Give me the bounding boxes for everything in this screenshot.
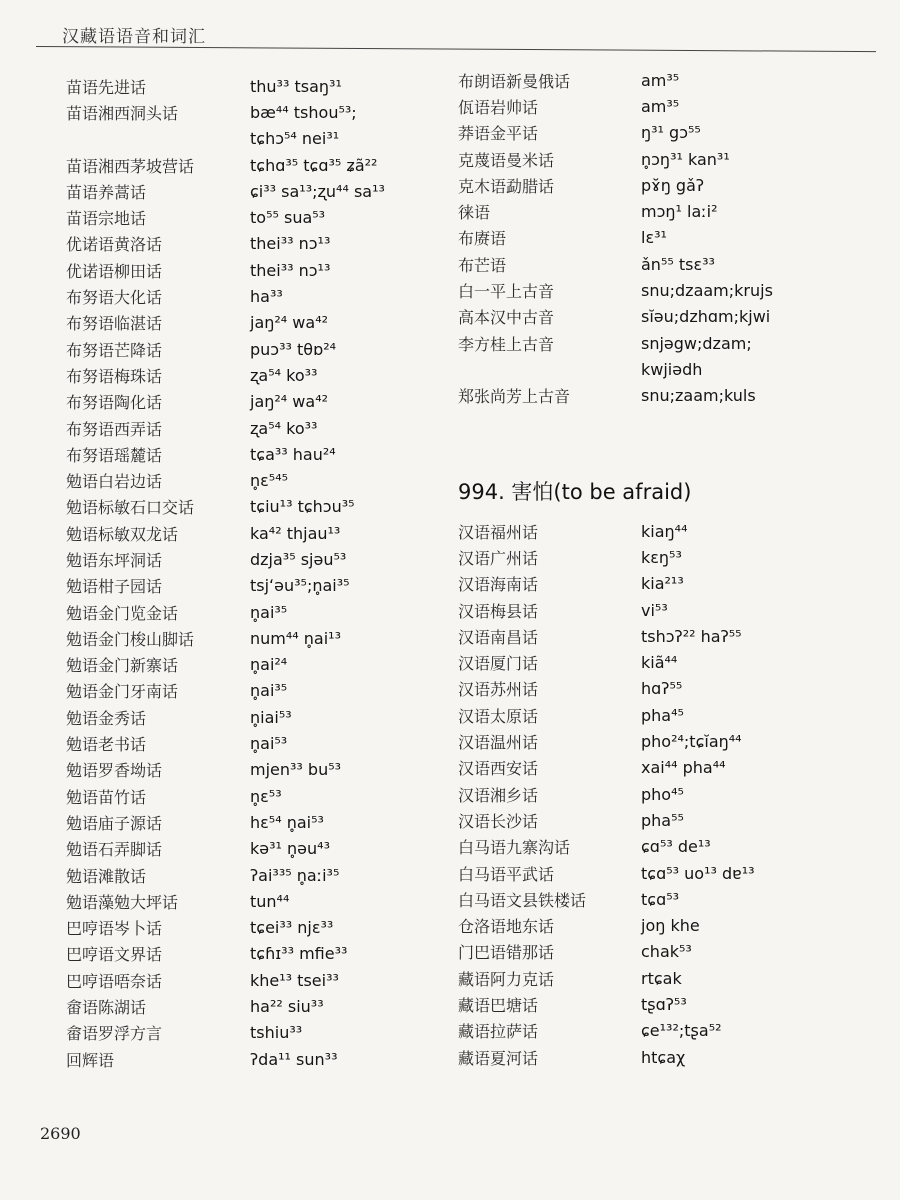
language-name: 汉语海南话	[458, 575, 539, 595]
phonetic-form: vi⁵³	[641, 600, 668, 620]
section-heading: 994. 害怕(to be afraid)	[458, 480, 692, 504]
language-name: 勉语标敏石口交话	[66, 498, 195, 518]
entry-row	[458, 277, 878, 303]
phonetic-form: n̥ai⁵³	[250, 734, 288, 754]
phonetic-form: tɕɑ⁵³ uo¹³ dɐ¹³	[641, 863, 755, 883]
language-name: 优诺语柳田话	[66, 261, 163, 281]
phonetic-form: ɕe¹³²;tʂa⁵²	[641, 1021, 722, 1041]
language-name: 勉语藻勉大坪话	[66, 892, 179, 912]
language-name: 汉语西安话	[458, 759, 539, 779]
phonetic-form: tsjʻəu³⁵;n̥ai³⁵	[250, 576, 350, 596]
language-name: 勉语石弄脚话	[66, 840, 163, 860]
phonetic-form: pho²⁴;tɕĭaŋ⁴⁴	[641, 732, 742, 752]
entry-row	[458, 304, 878, 330]
entry-row	[66, 126, 446, 152]
language-name: 勉语金门梭山脚话	[66, 629, 195, 649]
language-name: 藏语夏河话	[458, 1048, 539, 1068]
entry-row	[458, 330, 878, 356]
entry-row	[66, 152, 446, 178]
language-name: 布努语临湛话	[66, 314, 163, 334]
running-header: 汉藏语语音和词汇	[62, 27, 206, 47]
entry-row	[458, 356, 878, 382]
phonetic-form: sĭəu;dzhɑm;kjwi	[641, 307, 771, 327]
phonetic-form: kia²¹³	[641, 574, 684, 594]
entry-row	[66, 652, 446, 678]
entry-row	[66, 573, 446, 599]
entry-row	[66, 704, 446, 730]
language-name: 克木语勐腊话	[458, 176, 555, 196]
language-name: 藏语巴塘话	[458, 995, 539, 1015]
phonetic-form: tɕɦɪ³³ mfie³³	[250, 944, 348, 964]
language-name: 高本汉中古音	[458, 308, 555, 328]
phonetic-form: tun⁴⁴	[250, 891, 290, 911]
phonetic-form: tɕei³³ njɛ³³	[250, 918, 334, 938]
phonetic-form: puɔ³³ tθɒ²⁴	[250, 339, 337, 359]
entry-row	[458, 146, 878, 172]
entry-row	[458, 807, 878, 833]
language-name: 汉语温州话	[458, 733, 539, 753]
language-name: 布努语陶化话	[66, 393, 163, 413]
entry-row	[458, 597, 878, 623]
phonetic-form: snjəgw;dzam;	[641, 333, 752, 353]
language-name: 白一平上古音	[458, 282, 555, 302]
phonetic-form: tshɔʔ²² haʔ⁵⁵	[641, 626, 742, 646]
entry-row	[66, 625, 446, 651]
phonetic-form: kiaŋ⁴⁴	[641, 521, 688, 541]
language-name: 勉语东坪洞话	[66, 550, 163, 570]
entry-row	[66, 836, 446, 862]
language-name: 汉语厦门话	[458, 654, 539, 674]
phonetic-form: xai⁴⁴ pha⁴⁴	[641, 758, 726, 778]
language-name: 苗语湘西茅坡营话	[66, 156, 195, 176]
entry-row	[66, 993, 446, 1019]
language-name: 苗语养蒿话	[66, 182, 147, 202]
phonetic-form: tɕiu¹³ tɕhɔu³⁵	[250, 497, 355, 517]
entry-row	[66, 678, 446, 704]
language-name: 巴哼语文界话	[66, 945, 163, 965]
entry-row	[458, 728, 878, 754]
language-name: 勉语白岩边话	[66, 472, 163, 492]
phonetic-form: ha²² siu³³	[250, 997, 324, 1017]
language-name: 汉语梅县话	[458, 601, 539, 621]
entry-row	[66, 73, 446, 99]
language-name: 汉语苏州话	[458, 680, 539, 700]
phonetic-form: tɕɑ⁵³	[641, 889, 680, 909]
phonetic-form: mɔŋ¹ laːi²	[641, 202, 718, 222]
phonetic-form: n̥ɔŋ³¹ kan³¹	[641, 149, 730, 169]
language-name: 白马语九寨沟话	[458, 838, 571, 858]
phonetic-form: tɕhɑ³⁵ tɕɑ³⁵ ʑã²²	[250, 155, 378, 175]
entry-row	[458, 860, 878, 886]
phonetic-form: to⁵⁵ sua⁵³	[250, 208, 326, 228]
entry-row	[458, 518, 878, 544]
phonetic-form: thu³³ tsaŋ³¹	[250, 76, 342, 96]
entry-row	[66, 336, 446, 362]
phonetic-form: tɕhɔ⁵⁴ nei³¹	[250, 129, 340, 149]
language-name: 畲语陈湖话	[66, 998, 147, 1018]
phonetic-form: ʔai³³⁵ n̥aːi³⁵	[250, 865, 340, 885]
language-name: 布努语瑶麓话	[66, 445, 163, 465]
entry-row	[458, 781, 878, 807]
language-name: 汉语福州话	[458, 522, 539, 542]
phonetic-form: ka⁴² thjau¹³	[250, 523, 341, 543]
phonetic-form: pɤ̆ŋ gǎʔ	[641, 175, 705, 195]
phonetic-form: hɛ⁵⁴ n̥ai⁵³	[250, 812, 324, 832]
entry-row	[66, 941, 446, 967]
phonetic-form: hɑʔ⁵⁵	[641, 679, 683, 699]
phonetic-form: ha³³	[250, 287, 283, 307]
phonetic-form: ɕi³³ sa¹³;ʐu⁴⁴ sa¹³	[250, 181, 385, 201]
phonetic-form: ǎn⁵⁵ tsɛ³³	[641, 254, 715, 274]
phonetic-form: snu;dzaam;krujs	[641, 281, 773, 301]
phonetic-form: jaŋ²⁴ wa⁴²	[250, 313, 329, 333]
language-name: 优诺语黄洛话	[66, 235, 163, 255]
language-name: 佤语岩帅话	[458, 97, 539, 117]
entry-row	[458, 1018, 878, 1044]
entry-row	[458, 676, 878, 702]
phonetic-form: ɕɑ⁵³ de¹³	[641, 837, 711, 857]
phonetic-form: jaŋ²⁴ wa⁴²	[250, 392, 329, 412]
phonetic-form: lɛ³¹	[641, 228, 667, 248]
entry-row	[66, 204, 446, 230]
phonetic-form: bæ⁴⁴ tshou⁵³;	[250, 102, 357, 122]
phonetic-form: tshiu³³	[250, 1023, 303, 1043]
entry-row	[66, 257, 446, 283]
phonetic-form: n̥ɛ⁵⁴⁵	[250, 471, 289, 491]
entry-row	[458, 702, 878, 728]
phonetic-form: kwjiədh	[641, 359, 703, 379]
entry-row	[66, 599, 446, 625]
language-name: 布努语芒降话	[66, 340, 163, 360]
phonetic-form: ŋ³¹ gɔ⁵⁵	[641, 123, 701, 143]
phonetic-form: snu;zaam;kuls	[641, 386, 756, 406]
language-name: 勉语标敏双龙话	[66, 524, 179, 544]
entry-row	[66, 283, 446, 309]
language-name: 李方桂上古音	[458, 334, 555, 354]
entry-row	[66, 231, 446, 257]
language-name: 回辉语	[66, 1050, 115, 1070]
phonetic-form: tɕa³³ hau²⁴	[250, 444, 336, 464]
entry-row	[458, 67, 878, 93]
entry-row	[458, 93, 878, 119]
language-name: 布朗语新曼俄话	[458, 71, 571, 91]
entry-row	[66, 967, 446, 993]
language-name: 苗语先进话	[66, 77, 147, 97]
entry-row	[66, 1020, 446, 1046]
phonetic-form: n̥ai³⁵	[250, 681, 288, 701]
language-name: 畲语罗浮方言	[66, 1024, 163, 1044]
entry-row	[458, 755, 878, 781]
phonetic-form: am³⁵	[641, 96, 680, 116]
entry-row	[458, 225, 878, 251]
entry-row	[458, 172, 878, 198]
language-name: 汉语长沙话	[458, 811, 539, 831]
phonetic-form: pho⁴⁵	[641, 784, 684, 804]
language-name: 勉语柑子园话	[66, 577, 163, 597]
language-name: 勉语苗竹话	[66, 787, 147, 807]
language-name: 汉语广州话	[458, 548, 539, 568]
entry-row	[458, 965, 878, 991]
entry-row	[66, 310, 446, 336]
entry-row	[458, 544, 878, 570]
entry-row	[458, 198, 878, 224]
language-name: 徕语	[458, 203, 491, 223]
language-name: 勉语滩散话	[66, 866, 147, 886]
entry-row	[66, 362, 446, 388]
language-name: 勉语庙子源话	[66, 813, 163, 833]
language-name: 苗语湘西洞头话	[66, 103, 179, 123]
phonetic-form: pha⁵⁵	[641, 810, 684, 830]
entry-row	[66, 915, 446, 941]
entry-row	[458, 1044, 878, 1070]
phonetic-form: ʔda¹¹ sun³³	[250, 1049, 338, 1069]
language-name: 巴哼语唔奈话	[66, 971, 163, 991]
entry-row	[66, 178, 446, 204]
phonetic-form: num⁴⁴ n̥ai¹³	[250, 628, 341, 648]
entry-row	[66, 888, 446, 914]
entry-row	[458, 649, 878, 675]
entry-row	[458, 834, 878, 860]
language-name: 汉语南昌话	[458, 627, 539, 647]
language-name: 布努语西弄话	[66, 419, 163, 439]
entry-row	[66, 467, 446, 493]
language-name: 门巴语错那话	[458, 943, 555, 963]
language-name: 勉语金门览金话	[66, 603, 179, 623]
phonetic-form: kiã⁴⁴	[641, 653, 678, 673]
language-name: 汉语太原话	[458, 706, 539, 726]
right-column-bottom	[458, 518, 878, 1070]
phonetic-form: thei³³ nɔ¹³	[250, 260, 331, 280]
entry-row	[66, 520, 446, 546]
language-name: 郑张尚芳上古音	[458, 387, 571, 407]
entry-row	[66, 389, 446, 415]
entry-row	[458, 912, 878, 938]
language-name: 苗语宗地话	[66, 209, 147, 229]
phonetic-form: kə³¹ n̥əu⁴³	[250, 839, 330, 859]
language-name: 藏语阿力克话	[458, 969, 555, 989]
phonetic-form: tʂɑʔ⁵³	[641, 994, 687, 1014]
phonetic-form: n̥ɛ⁵³	[250, 786, 282, 806]
entry-row	[458, 886, 878, 912]
entry-row	[66, 783, 446, 809]
entry-row	[66, 730, 446, 756]
page-number: 2690	[40, 1124, 81, 1143]
entry-row	[458, 991, 878, 1017]
phonetic-form: n̥ai²⁴	[250, 655, 288, 675]
language-name: 汉语湘乡话	[458, 785, 539, 805]
phonetic-form: n̥iai⁵³	[250, 707, 292, 727]
language-name: 勉语老书话	[66, 735, 147, 755]
entry-row	[66, 546, 446, 572]
phonetic-form: chak⁵³	[641, 942, 692, 962]
entry-row	[458, 939, 878, 965]
language-name: 藏语拉萨话	[458, 1022, 539, 1042]
phonetic-form: kɛŋ⁵³	[641, 547, 682, 567]
left-column	[66, 73, 446, 1072]
entry-row	[458, 120, 878, 146]
entry-row	[458, 623, 878, 649]
entry-row	[66, 862, 446, 888]
phonetic-form: rtɕak	[641, 968, 682, 988]
language-name: 布芒语	[458, 255, 507, 275]
phonetic-form: ʐa⁵⁴ ko³³	[250, 418, 318, 438]
phonetic-form: am³⁵	[641, 70, 680, 90]
entry-row	[458, 251, 878, 277]
header-rule	[36, 46, 876, 52]
language-name: 布努语梅珠话	[66, 366, 163, 386]
entry-row	[66, 99, 446, 125]
language-name: 巴哼语岑卜话	[66, 919, 163, 939]
entry-row	[458, 383, 878, 409]
language-name: 勉语罗香坳话	[66, 761, 163, 781]
phonetic-form: htɕaχ	[641, 1047, 686, 1067]
language-name: 仓洛语地东话	[458, 917, 555, 937]
language-name: 布努语大化话	[66, 288, 163, 308]
entry-row	[66, 809, 446, 835]
language-name: 克蔑语曼米话	[458, 150, 555, 170]
language-name: 勉语金秀话	[66, 708, 147, 728]
language-name: 布赓语	[458, 229, 507, 249]
phonetic-form: mjen³³ bu⁵³	[250, 760, 342, 780]
phonetic-form: khe¹³ tsei³³	[250, 970, 339, 990]
language-name: 白马语文县铁楼话	[458, 890, 587, 910]
entry-row	[66, 494, 446, 520]
phonetic-form: dzja³⁵ sjəu⁵³	[250, 549, 347, 569]
phonetic-form: joŋ khe	[641, 916, 700, 936]
phonetic-form: ʐa⁵⁴ ko³³	[250, 365, 318, 385]
right-column-top	[458, 67, 878, 409]
language-name: 勉语金门牙南话	[66, 682, 179, 702]
phonetic-form: n̥ai³⁵	[250, 602, 288, 622]
entry-row	[458, 571, 878, 597]
language-name: 白马语平武话	[458, 864, 555, 884]
phonetic-form: thei³³ nɔ¹³	[250, 234, 331, 254]
language-name: 勉语金门新寨话	[66, 656, 179, 676]
entry-row	[66, 1046, 446, 1072]
phonetic-form: pha⁴⁵	[641, 705, 684, 725]
language-name: 莽语金平话	[458, 124, 539, 144]
entry-row	[66, 757, 446, 783]
entry-row	[66, 415, 446, 441]
entry-row	[66, 441, 446, 467]
